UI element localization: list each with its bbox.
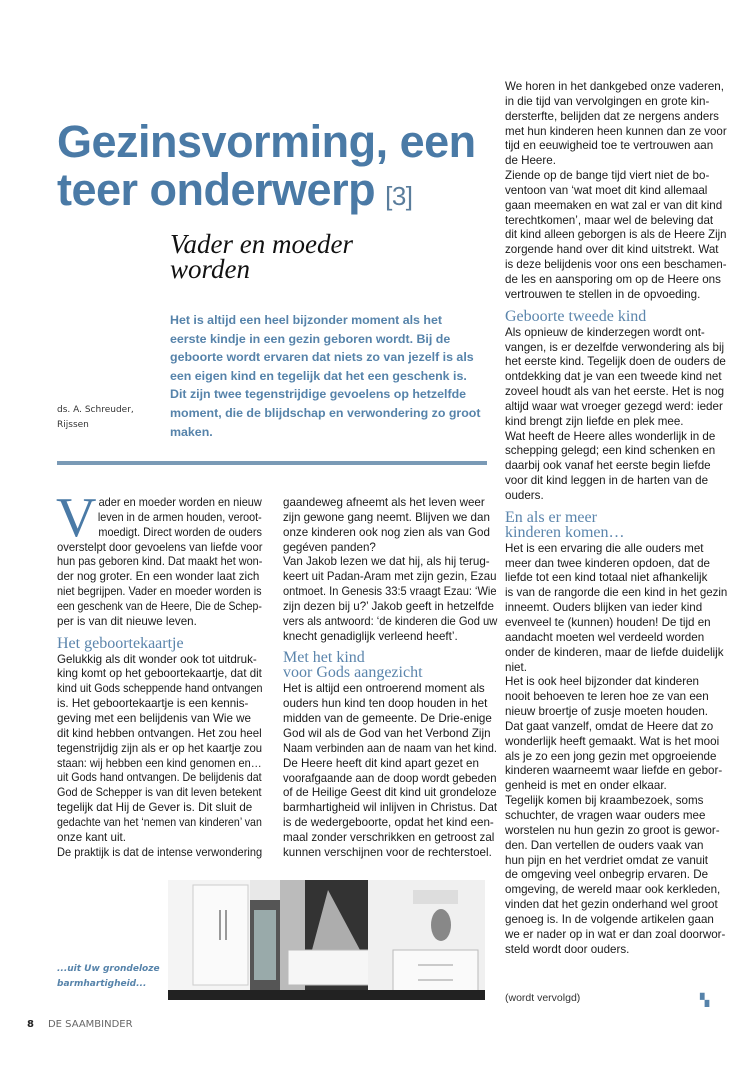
text-line: altijd waar wat vroeger gezegd werd: ieder (505, 399, 723, 413)
text-line: kunnen verschijnen voor de rechterstoel. (283, 845, 492, 859)
text-line: keert uit Padan-Aram met zijn gezin, Ezau (283, 570, 497, 584)
heading-line: Geboorte tweede kind (505, 307, 647, 325)
intro-line: moment, die de blijdschap en verwondering zo groot (170, 405, 481, 420)
subtitle-line: worden (170, 254, 250, 284)
text-line: geving met een belijdenis van Wie we (57, 711, 251, 725)
text-line: in die tijd van vervolgingen en grote kin- (505, 94, 710, 108)
intro-line: Het is altijd een heel bijzonder moment als het (170, 313, 442, 327)
text-line: inneemt. Ouders blijken van ieder kind (505, 601, 703, 615)
section-heading (505, 510, 731, 540)
text-line: is deze belijdenis voor ons een beschamen- (505, 258, 727, 272)
text-line: niet. (505, 660, 527, 674)
text-line: hun pijn en het verdriet omdat ze vanuit (505, 853, 709, 867)
text-line: ouders. (505, 488, 544, 502)
text-line: tegenstrijdig zijn als er op het kaartje zou (57, 741, 263, 755)
text-line: Dat gaat vanzelf, omdat de Heere dat zo (505, 719, 714, 733)
series-part: [3] (385, 181, 413, 211)
caption-line: ...uit Uw grondeloze (57, 964, 160, 974)
paragraph (505, 542, 731, 958)
text-line: king komt op het geboortekaartje, dat dit (57, 667, 262, 681)
heading-line: En als er meer (505, 508, 597, 526)
text-line: De Heere heeft dit kind apart gezet en (283, 756, 479, 770)
text-line: de omgeving veel onbegrip ervaren. De (505, 868, 709, 882)
text-line: zorgende hand over dit kind uitstrekt. Wat (505, 243, 719, 257)
text-line: God de Schepper is van dit leven betekent (57, 786, 262, 800)
text-line: hun pas geboren kind. Dat maakt het won- (57, 555, 263, 569)
text-line: wonderlijk heeft gemaakt. Wat is het mooi (505, 734, 720, 748)
text-line: daarbij ook vanaf het eerste begin liefde (505, 459, 711, 473)
continued-note: (wordt vervolgd) (505, 992, 581, 1004)
text-line: gedachte van het ‘nemen van kinderen’ van (57, 815, 262, 829)
text-line: Het is een ervaring die alle ouders met (505, 541, 704, 555)
text-line: omgeving, de wereld maar ook kerkleden, (505, 883, 721, 897)
text-line: Het is ook heel bijzonder dat kinderen (505, 675, 699, 689)
caption-line: barmhartigheid... (57, 979, 147, 989)
text-line: ventoon van ‘wat moet dit kind allemaal (505, 183, 708, 197)
text-line: uit Gods hand ontvangen. De belijdenis dat (57, 771, 262, 785)
text-line: zoveel houdt als van het eerste. Het is nog (505, 385, 725, 399)
text-column-3 (505, 80, 731, 957)
text-line: tegelijk dat Hij de Gever is. Dit sluit de (57, 801, 253, 815)
text-line: knecht genadiglijk verleend heeft’. (283, 629, 458, 643)
article-title (57, 118, 476, 220)
text-line: onze kinderen ook nog zien als van God (283, 525, 490, 539)
text-line: ontmoet. In Genesis 33:5 vraagt Ezau: ‘Wie (283, 585, 497, 599)
text-line: kind brengt zijn liefde en plek mee. (505, 414, 684, 428)
text-column-1 (57, 496, 282, 860)
paragraph (283, 496, 508, 644)
text-line: staan: wij hebben een kind genomen en… (57, 756, 262, 770)
text-line: schuchter, de vragen waar ouders mee (505, 808, 706, 822)
text-line: kinderen waarneemt waar liefde en gebor- (505, 764, 723, 778)
end-mark-icon: ▚ (700, 993, 710, 1007)
intro-line: maken. (170, 424, 213, 439)
text-line: dit kind hebben ontvangen. Het zou heel (57, 726, 262, 740)
text-line: Gelukkig als dit wonder ook tot uitdruk- (57, 652, 257, 666)
intro-line: eerste kindje in een gezin geboren wordt. Bij de (170, 331, 451, 346)
text-line: het eerste kind. Tegelijk doen de ouders de (505, 355, 726, 369)
text-line: moedigt. Direct worden de ouders (98, 525, 262, 539)
text-line: schepping gelegd; een kind schenken en (505, 444, 716, 458)
text-line: tijd en eeuwigheid toe te vertrouwen aan (505, 139, 714, 153)
text-line: kind uit Gods scheppende hand ontvangen (57, 682, 263, 696)
text-line: We horen in het dankgebed onze vaderen, (505, 80, 724, 93)
text-line: ouders hun kind ten doop houden in het (283, 697, 488, 711)
text-line: dit kind alleen geborgen is als de Heere Zijn (505, 228, 727, 242)
intro-line: Dit zijn twee tegenstrijdige gevoelens op hetzelfde (170, 387, 467, 402)
text-line: nooit behoeven te leren hoe ze van een (505, 690, 709, 704)
section-heading (505, 309, 731, 324)
text-line: Tegelijk komen bij kraambezoek, soms (505, 794, 704, 808)
text-line: worstelen nu hun gezin zo groot is gewor- (505, 823, 720, 837)
section-heading (283, 650, 508, 680)
text-line: per is van dit nieuwe leven. (57, 614, 197, 628)
text-line: gaandeweg afneemt als het leven weer (283, 496, 485, 509)
photo-caption (57, 962, 160, 992)
text-line: voor dit kind leggen in de harten van de (505, 474, 709, 488)
paragraph (283, 682, 508, 860)
text-line: een geschenk van de Heere, Die de Schep- (57, 599, 262, 613)
text-line: is van de rangorde die een kind in het gezin (505, 586, 728, 600)
byline-line: ds. A. Schreuder, (57, 405, 134, 415)
text-line: leven in de armen houden, veroot- (97, 510, 262, 524)
text-line: zijn dezen bij u?’ Jakob geeft in hetzelfde (283, 599, 494, 613)
text-line: vers als antwoord: ‘de kinderen die God uw (283, 614, 498, 628)
text-line: is de wedergeboorte, opdat het kind een- (283, 816, 494, 830)
title-line-2: teer onderwerp (57, 164, 376, 215)
text-column-2 (283, 496, 508, 861)
text-line: De praktijk is dat de intense verwondering (57, 845, 263, 859)
heading-line: voor Gods aangezicht (283, 664, 423, 682)
divider-rule (57, 461, 487, 465)
text-line: evenveel te (kunnen) houden! De tijd en (505, 616, 711, 629)
text-line: genheid is met en onder elkaar. (505, 779, 667, 793)
text-line: Wat heeft de Heere alles wonderlijk in de (505, 429, 716, 443)
page-footer (27, 1019, 133, 1030)
heading-line: Met het kind (283, 649, 365, 667)
text-line: overstelpt door gevoelens van liefde voor (57, 540, 263, 554)
text-line: God wil als de God van het Verbond Zijn (283, 726, 491, 740)
text-line: ader en moeder worden en nieuw (98, 496, 262, 509)
byline-line: Rijssen (57, 420, 89, 430)
paragraph (57, 653, 282, 861)
paragraph (57, 496, 282, 630)
text-line: der nog groter. En een wonder laat zich (57, 570, 260, 584)
text-line: onder de kinderen, maar de liefde duidelijk (505, 645, 724, 659)
text-line: zijn gewone gang neemt. Blijven we dan (283, 510, 490, 524)
section-heading (57, 636, 282, 651)
text-line: maal zonder verschrikken en getroost zal (283, 830, 495, 844)
paragraph (505, 80, 731, 303)
nursery-photo (168, 880, 485, 1000)
page-number: 8 (27, 1019, 34, 1030)
title-line-1: Gezinsvorming, een (57, 116, 476, 167)
paragraph (505, 326, 731, 504)
text-line: we er nader op in wat er dan zoal doorwor- (505, 927, 726, 941)
text-line: is. Het geboortekaartje is een kennis- (57, 697, 249, 711)
text-line: vinden dat het gezin onderhand wel groot (505, 898, 718, 912)
drop-cap: V (56, 487, 97, 549)
text-line: niet begrijpen. Vader en moeder worden is (57, 585, 262, 599)
text-line: steld wordt door ouders. (505, 942, 630, 956)
text-line: gegéven panden? (283, 540, 376, 554)
text-line: Ziende op de bange tijd viert niet de bo- (505, 169, 710, 183)
text-line: midden van de gemeente. De Drie-enige (283, 712, 492, 726)
text-line: de les en aansporing om op de Heere ons (505, 272, 721, 286)
text-line: voorafgaande aan de doop wordt gebeden (283, 771, 497, 785)
text-line: Naam verbinden aan de naam van het kind. (283, 741, 497, 755)
intro-line: geboorte wordt ervaren dat niets zo van jezelf is als (170, 350, 474, 365)
article-subtitle (170, 229, 353, 284)
text-line: Van Jakob lezen we dat hij, als hij terug- (283, 555, 490, 569)
text-line: Als opnieuw de kinderzegen wordt ont- (505, 325, 705, 339)
text-line: dersterfte, belijden dat ze nergens anders (505, 109, 719, 123)
text-line: barmhartigheid wil inlijven in Christus. Dat (283, 801, 498, 815)
intro-line: een eigen kind en tegelijk dat het een geschenk is. (170, 368, 467, 383)
text-line: aandacht moeten wel verdeeld worden (505, 630, 705, 644)
subtitle-line: Vader en moeder (170, 229, 353, 259)
text-line: de Heere. (505, 154, 556, 168)
text-line: onze kant uit. (57, 830, 126, 844)
text-line: gaan meemaken en wat zal er van dit kind (505, 198, 723, 212)
text-line: liefde tot een kind totaal niet afhankelijk (505, 571, 708, 585)
text-line: nieuw broertje of zusje moeten houden. (505, 705, 709, 719)
heading-line: Het geboortekaartje (57, 634, 184, 652)
text-line: ontdekking dat je van een tweede kind net (505, 370, 722, 384)
text-line: met hun kinderen heen kunnen dan ze voor (505, 124, 727, 138)
heading-line: kinderen komen… (505, 523, 625, 541)
text-line: vertrouwen te stellen in de opvoeding. (505, 287, 701, 301)
text-line: of de Heilige Geest dit kind uit grondeloze (283, 786, 497, 800)
author-byline (57, 403, 134, 433)
text-line: als je zo een jong gezin met opgroeiende (505, 749, 717, 763)
text-line: vangen, is er dezelfde verwondering als bij (505, 340, 725, 354)
magazine-name: DE SAAMBINDER (47, 1019, 133, 1030)
text-line: den. Dan vertellen de ouders vaak van (505, 838, 704, 852)
intro-lead (170, 311, 481, 441)
text-line: meer dan twee kinderen opdoen, dat de (505, 556, 710, 570)
text-line: terechtkomen’, maar wel de beleving dat (505, 213, 714, 227)
text-line: Het is altijd een ontroerend moment als (283, 682, 485, 696)
text-line: genoeg is. In de volgende artikelen gaan (505, 912, 714, 926)
